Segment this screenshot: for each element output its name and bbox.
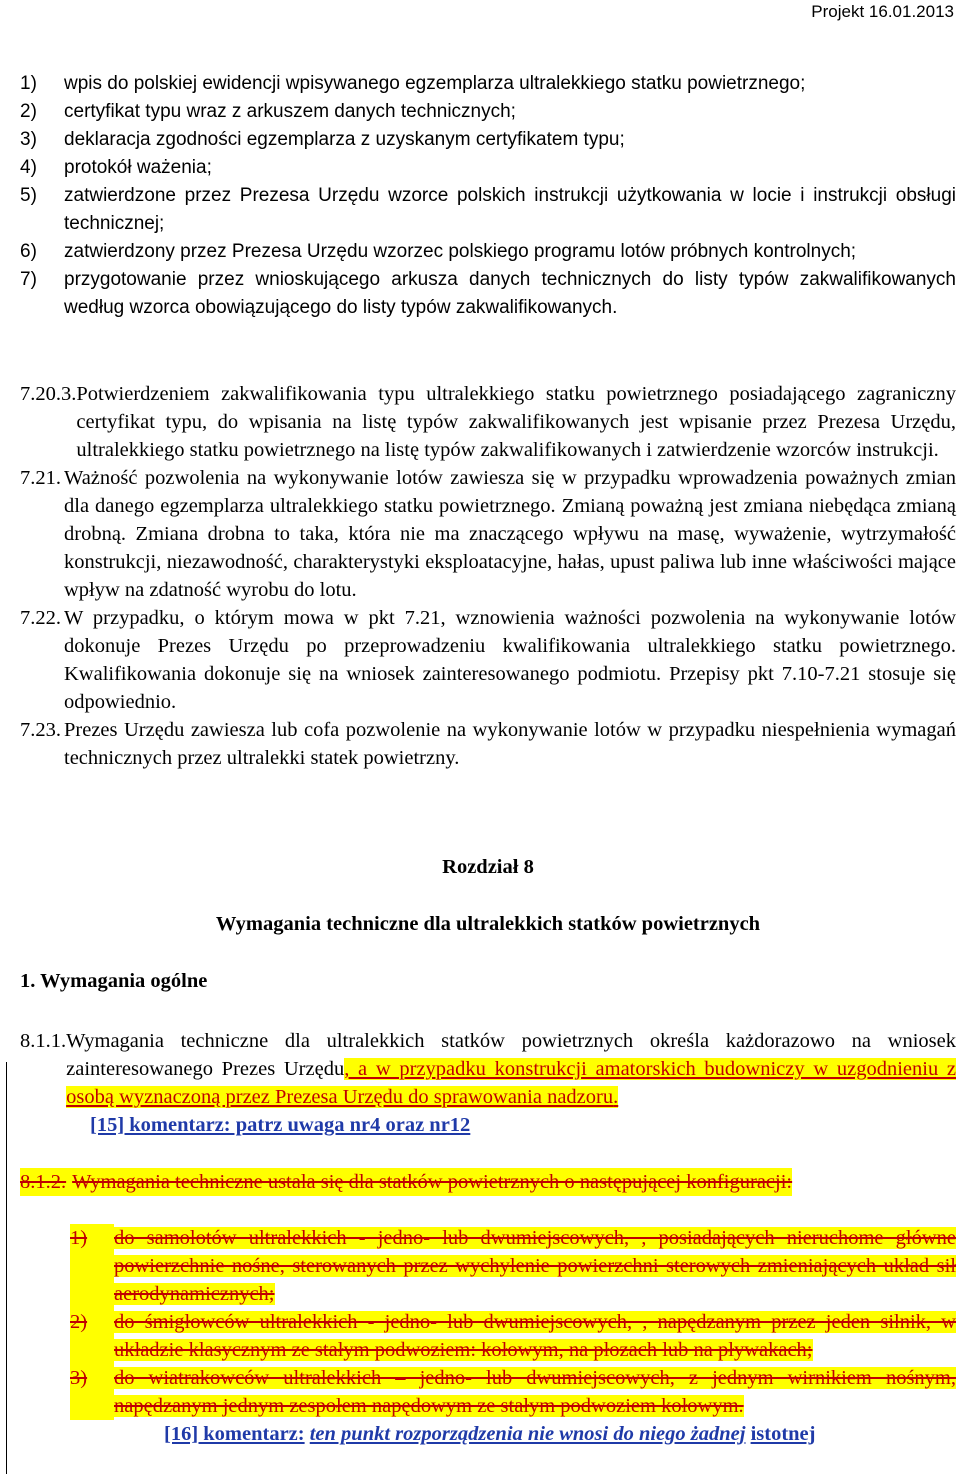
- list-item: 4) protokół ważenia;: [20, 157, 212, 178]
- change-bar: [6, 1062, 7, 1474]
- comment-16[interactable]: [16] komentarz: ten punkt rozporządzenia nie wnosi do niego żadnej istotnej: [164, 1423, 816, 1445]
- inserted-text: , a w przypadku konstrukcji amatorskich budowniczy w uzgodnieniu z osobą wyznaczoną przez Prezesa Urzędu do sprawowania nadzoru: [66, 1058, 956, 1108]
- paragraph-8-1-1: 8.1.1. Wymagania techniczne dla ultralekkich statków powietrznych określa każdorazowo na wniosek zainteresowanego Prezes Urzędu, a w przypadku konstrukcji amatorskich budowniczy w uzgodnieniu z osobą wyznaczoną przez Prezesa Urzędu do sprawowania nadzoru. [15] komentarz: patrz uwaga nr4 oraz nr12: [20, 1030, 956, 1136]
- paragraph-8-1-2: 8.1.2. Wymagania techniczne ustala się dla statków powietrznych o następującej konfiguracji:: [20, 1168, 956, 1196]
- list-item: 1) do samolotów ultralekkich - jedno- lub dwumiejscowych, , posiadających nieruchome główne powierzchnie nośne, sterowanych przez wychylenie powierzchni sterowych zmieniających układ sił aerodynamicznych;: [70, 1224, 956, 1308]
- project-header: Projekt 16.01.2013: [811, 2, 954, 21]
- requirements-list: [20, 70, 956, 322]
- section-paragraph: 7.20.3. Potwierdzeniem zakwalifikowania typu ultralekkiego statku powietrznego posiadającego zagraniczny certyfikat typu, do wpisania na listę typów zakwalifikowanych jest wpisanie przez Prezesa Urzędu, ultralekkiego statku powietrznego na listę typów zakwalifikowanych i zatwierdzenie wzorców instrukcji.: [20, 383, 956, 461]
- sections-block: [20, 380, 956, 772]
- section-paragraph: 7.21. Ważność pozwolenia na wykonywanie lotów zawiesza się w przypadku wprowadzenia poważnych zmian dla danego egzemplarza ultralekkiego statku powietrznego. Zmianą poważną jest zmiana niebędąca zmianą drobną. Zmiana drobna to taka, która nie ma znaczącego wpływu na masę, wyważenie, wytrzymałość konstrukcji, niezawodność, charakterystyki eksploatacyjne, hałas, upust paliwa lub inne właściwości mające wpływ na zdatność wyrobu do lotu.: [20, 467, 956, 601]
- section-paragraph: 7.23. Prezes Urzędu zawiesza lub cofa pozwolenie na wykonywanie lotów w przypadku niespełnienia wymagań technicznych przez ultralekki statek powietrzny.: [20, 719, 956, 769]
- deleted-config-list: [20, 1224, 956, 1448]
- list-item: 5) zatwierdzone przez Prezesa Urzędu wzorce polskich instrukcji użytkowania w locie i instrukcji obsługi technicznej;: [20, 185, 956, 234]
- section-heading: 1. Wymagania ogólne: [20, 970, 208, 992]
- list-item: 2) certyfikat typu wraz z arkuszem danych technicznych;: [20, 101, 516, 122]
- list-item: 7) przygotowanie przez wnioskującego arkusza danych technicznych do listy typów zakwalifikowanych według wzorca obowiązującego do listy typów zakwalifikowanych.: [20, 269, 956, 318]
- comment-15[interactable]: [15] komentarz: patrz uwaga nr4 oraz nr12: [90, 1114, 471, 1136]
- chapter-title: Rozdział 8: [442, 856, 534, 878]
- list-item: 3) do wiatrakowców ultralekkich – jedno- lub dwumiejscowych, z jednym wirnikiem nośnym, napędzanym jednym zespołem napędowym ze stałym podwoziem kołowym.: [70, 1364, 956, 1420]
- list-item: 1) wpis do polskiej ewidencji wpisywanego egzemplarza ultralekkiego statku powietrznego;: [20, 73, 806, 94]
- list-item: 3) deklaracja zgodności egzemplarza z uzyskanym certyfikatem typu;: [20, 129, 625, 150]
- list-item: 2) do śmigłowców ultralekkich - jedno- lub dwumiejscowych, , napędzanym przez jeden silnik, w układzie klasycznym ze stałym podwoziem: kołowym, na płozach lub na pływakach;: [70, 1308, 956, 1364]
- list-item: 6) zatwierdzony przez Prezesa Urzędu wzorzec polskiego programu lotów próbnych kontrolnych;: [20, 241, 857, 262]
- section-paragraph: 7.22. W przypadku, o którym mowa w pkt 7.21, wznowienia ważności pozwolenia na wykonywanie lotów dokonuje Prezes Urzędu po przeprowadzeniu kwalifikowania ultralekkiego statku powietrznego. Kwalifikowania dokonuje się na wniosek zainteresowanego podmiotu. Przepisy pkt 7.10-7.21 stosuje się odpowiednio.: [20, 607, 956, 713]
- chapter-subtitle: Wymagania techniczne dla ultralekkich statków powietrznych: [215, 913, 761, 935]
